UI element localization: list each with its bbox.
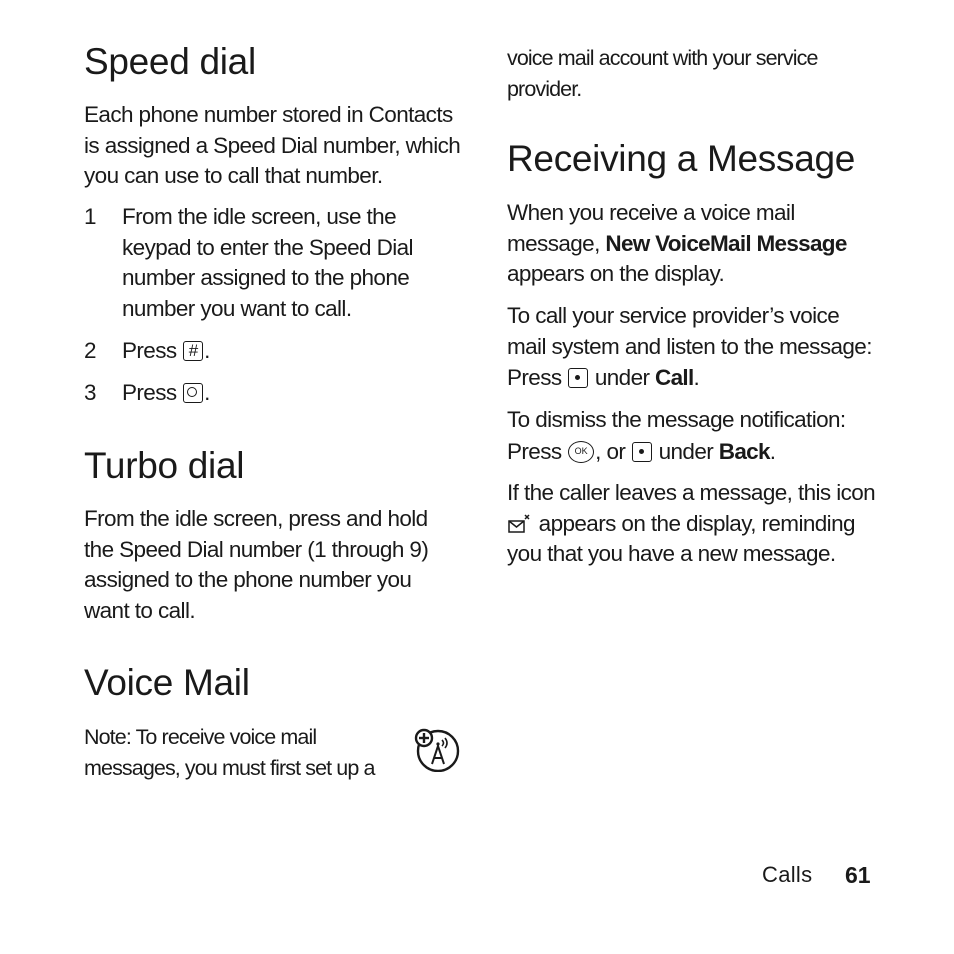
speed-dial-step-2 <box>84 336 210 367</box>
receiving-p4-line: If the caller leaves a message, this icon <box>507 480 876 505</box>
hash-key-icon <box>183 341 203 361</box>
text-run: , or <box>595 439 626 464</box>
footer-section-label: Calls <box>762 862 813 887</box>
speed-dial-intro-line: you can use to call that number. <box>84 163 383 188</box>
send-key-icon <box>183 383 203 403</box>
new-voicemail-icon <box>507 513 533 535</box>
step-prefix: Press <box>122 338 177 363</box>
voice-mail-note-continued: provider. <box>507 76 582 101</box>
heading-speed-dial: Speed dial <box>84 41 256 82</box>
voice-mail-note-line: Note: To receive voice mail <box>84 725 317 749</box>
step-suffix: . <box>204 380 210 405</box>
text-run: message, <box>507 230 606 256</box>
voice-mail-note-line: messages, you must first set up a <box>84 755 375 780</box>
hash-key-glyph: # <box>188 341 198 360</box>
receiving-p3-line: To dismiss the message notification: <box>507 407 846 432</box>
heading-voice-mail: Voice Mail <box>84 662 250 703</box>
text-run: Press <box>507 439 562 464</box>
turbo-dial-line: From the idle screen, press and hold <box>84 506 428 531</box>
receiving-p1-line <box>507 229 847 260</box>
center-select-key-icon <box>568 368 588 388</box>
text-run: Press <box>507 365 562 390</box>
speed-dial-intro-line: is assigned a Speed Dial number, which <box>84 132 461 158</box>
receiving-p4-line: you that you have a new message. <box>507 541 836 566</box>
step-text-line: keypad to enter the Speed Dial <box>122 234 413 260</box>
step-text-line: From the idle screen, use the <box>122 204 396 229</box>
center-select-key-icon <box>632 442 652 462</box>
turbo-dial-line: the Speed Dial number (1 through 9) <box>84 536 429 562</box>
page-number: 61 <box>845 862 871 888</box>
turbo-dial-line: want to call. <box>84 597 196 623</box>
text-run: under <box>658 439 714 464</box>
network-dependent-feature-icon <box>414 728 462 772</box>
turbo-dial-line: assigned to the phone number you <box>84 567 412 592</box>
text-run: under <box>594 365 650 390</box>
receiving-p2-line: mail system and listen to the message: <box>507 334 872 359</box>
receiving-p1-line: appears on the display. <box>507 261 725 286</box>
step-prefix: Press <box>122 380 177 405</box>
step-suffix: . <box>204 338 210 363</box>
receiving-p4-line <box>507 509 855 540</box>
receiving-p1-line: When you receive a voice mail <box>507 200 795 225</box>
speed-dial-step-3 <box>84 378 210 409</box>
back-softkey-label: Back <box>718 439 770 464</box>
speed-dial-step-1 <box>84 202 413 324</box>
text-run: . <box>693 365 700 390</box>
text-run: appears on the display, reminding <box>538 510 855 536</box>
ok-key-label: OK <box>574 446 588 456</box>
receiving-p2-line <box>507 363 699 394</box>
new-voicemail-message-label: New VoiceMail Message <box>605 230 847 256</box>
receiving-p3-line <box>507 437 775 468</box>
call-softkey-label: Call <box>655 365 694 390</box>
receiving-p2-line: To call your service provider’s voice <box>507 303 840 328</box>
step-text-line: number assigned to the phone <box>122 265 410 290</box>
step-number: 2 <box>84 338 96 363</box>
heading-receiving-a-message: Receiving a Message <box>507 138 856 179</box>
heading-turbo-dial: Turbo dial <box>84 445 245 486</box>
step-number: 1 <box>84 204 96 229</box>
voice-mail-note-continued: voice mail account with your service <box>507 46 818 70</box>
step-text-line: number you want to call. <box>122 295 352 321</box>
speed-dial-intro-line: Each phone number stored in Contacts <box>84 102 453 127</box>
text-run: . <box>769 439 776 464</box>
step-number: 3 <box>84 380 96 405</box>
ok-key-icon <box>568 441 594 463</box>
